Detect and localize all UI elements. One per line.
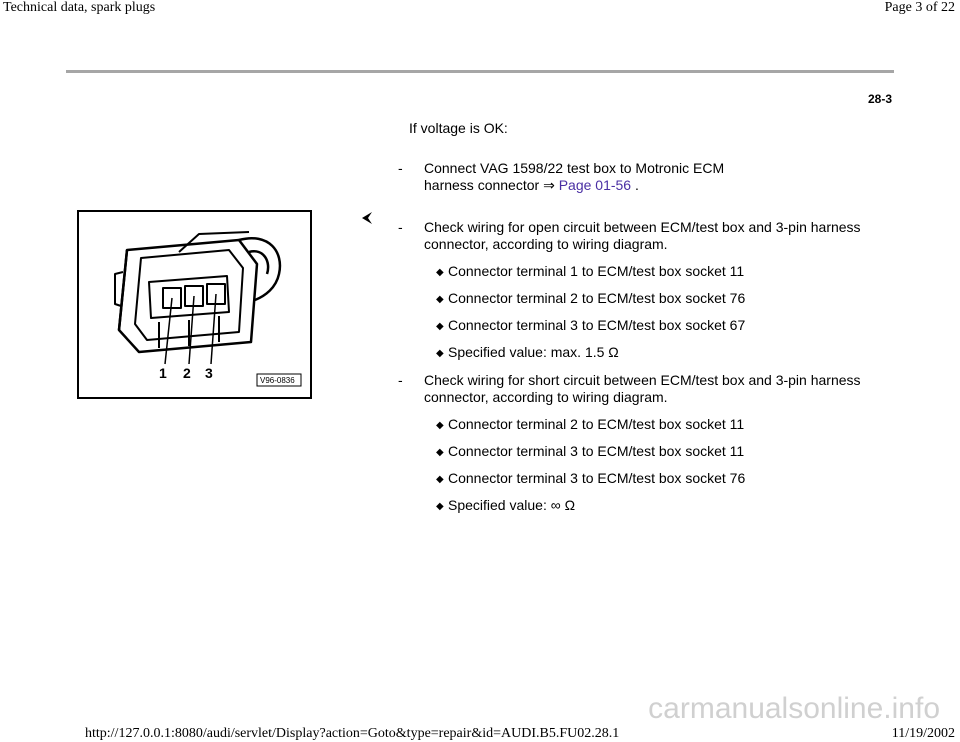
step-connect-line2: [424, 177, 639, 194]
diamond-bullet-icon: ◆: [436, 294, 444, 305]
page-number: 28-3: [867, 92, 892, 106]
step-connect-prefix: harness connector: [424, 177, 540, 193]
pin-label-3: 3: [205, 365, 213, 381]
document-title: Technical data, spark plugs: [3, 0, 156, 15]
list-item: ◆ Connector terminal 3 to ECM/test box socket 67: [436, 317, 746, 333]
connector-figure: [77, 210, 312, 399]
diamond-bullet-icon: ◆: [436, 420, 444, 431]
intro-text: If voltage is OK:: [409, 120, 508, 136]
diamond-bullet-icon: ◆: [436, 348, 444, 359]
figure-code: V96-0836: [260, 376, 295, 385]
pin-label-2: 2: [183, 365, 191, 381]
step-connect-line1: Connect VAG 1598/22 test box to Motronic ECM: [424, 160, 725, 176]
list-item: ◆ Specified value: ∞ Ω: [436, 497, 576, 513]
left-arrow-icon: [361, 211, 373, 225]
diamond-bullet-icon: ◆: [436, 267, 444, 278]
footer-url: http://127.0.0.1:8080/audi/servlet/Display?action=Goto&type=repair&id=AUDI.B5.FU02.28.1: [85, 726, 620, 741]
right-arrow-icon: ⇒: [543, 177, 555, 193]
pin-label-1: 1: [159, 365, 167, 381]
connector-drawing: [79, 212, 310, 397]
diamond-bullet-icon: ◆: [436, 321, 444, 332]
list-item: ◆ Connector terminal 1 to ECM/test box socket 11: [436, 263, 745, 279]
step-open-circuit-dash: -: [398, 219, 403, 235]
header-divider: [66, 70, 894, 73]
list-item: ◆ Specified value: max. 1.5 Ω: [436, 344, 619, 360]
list-item: ◆ Connector terminal 2 to ECM/test box socket 76: [436, 290, 746, 306]
step-short-circuit-line1: Check wiring for short circuit between ECM/test box and 3-pin harness: [424, 372, 861, 388]
list-item: ◆ Connector terminal 3 to ECM/test box socket 76: [436, 470, 746, 486]
list-item: ◆ Connector terminal 3 to ECM/test box socket 11: [436, 443, 745, 459]
step-short-circuit-dash: -: [398, 372, 403, 388]
diamond-bullet-icon: ◆: [436, 501, 444, 512]
footer-date: 11/19/2002: [891, 726, 955, 741]
step-connect-dash: -: [398, 160, 403, 176]
list-item: ◆ Connector terminal 2 to ECM/test box socket 11: [436, 416, 745, 432]
page-indicator: Page 3 of 22: [884, 0, 955, 15]
step-open-circuit-line2: connector, according to wiring diagram.: [424, 236, 668, 252]
step-open-circuit-line1: Check wiring for open circuit between ECM/test box and 3-pin harness: [424, 219, 861, 235]
step-connect-suffix: .: [635, 177, 639, 193]
page-01-56-link[interactable]: Page 01-56: [558, 177, 632, 193]
diamond-bullet-icon: ◆: [436, 447, 444, 458]
watermark: carmanualsonline.info: [648, 692, 940, 725]
diamond-bullet-icon: ◆: [436, 474, 444, 485]
step-short-circuit-line2: connector, according to wiring diagram.: [424, 389, 668, 405]
